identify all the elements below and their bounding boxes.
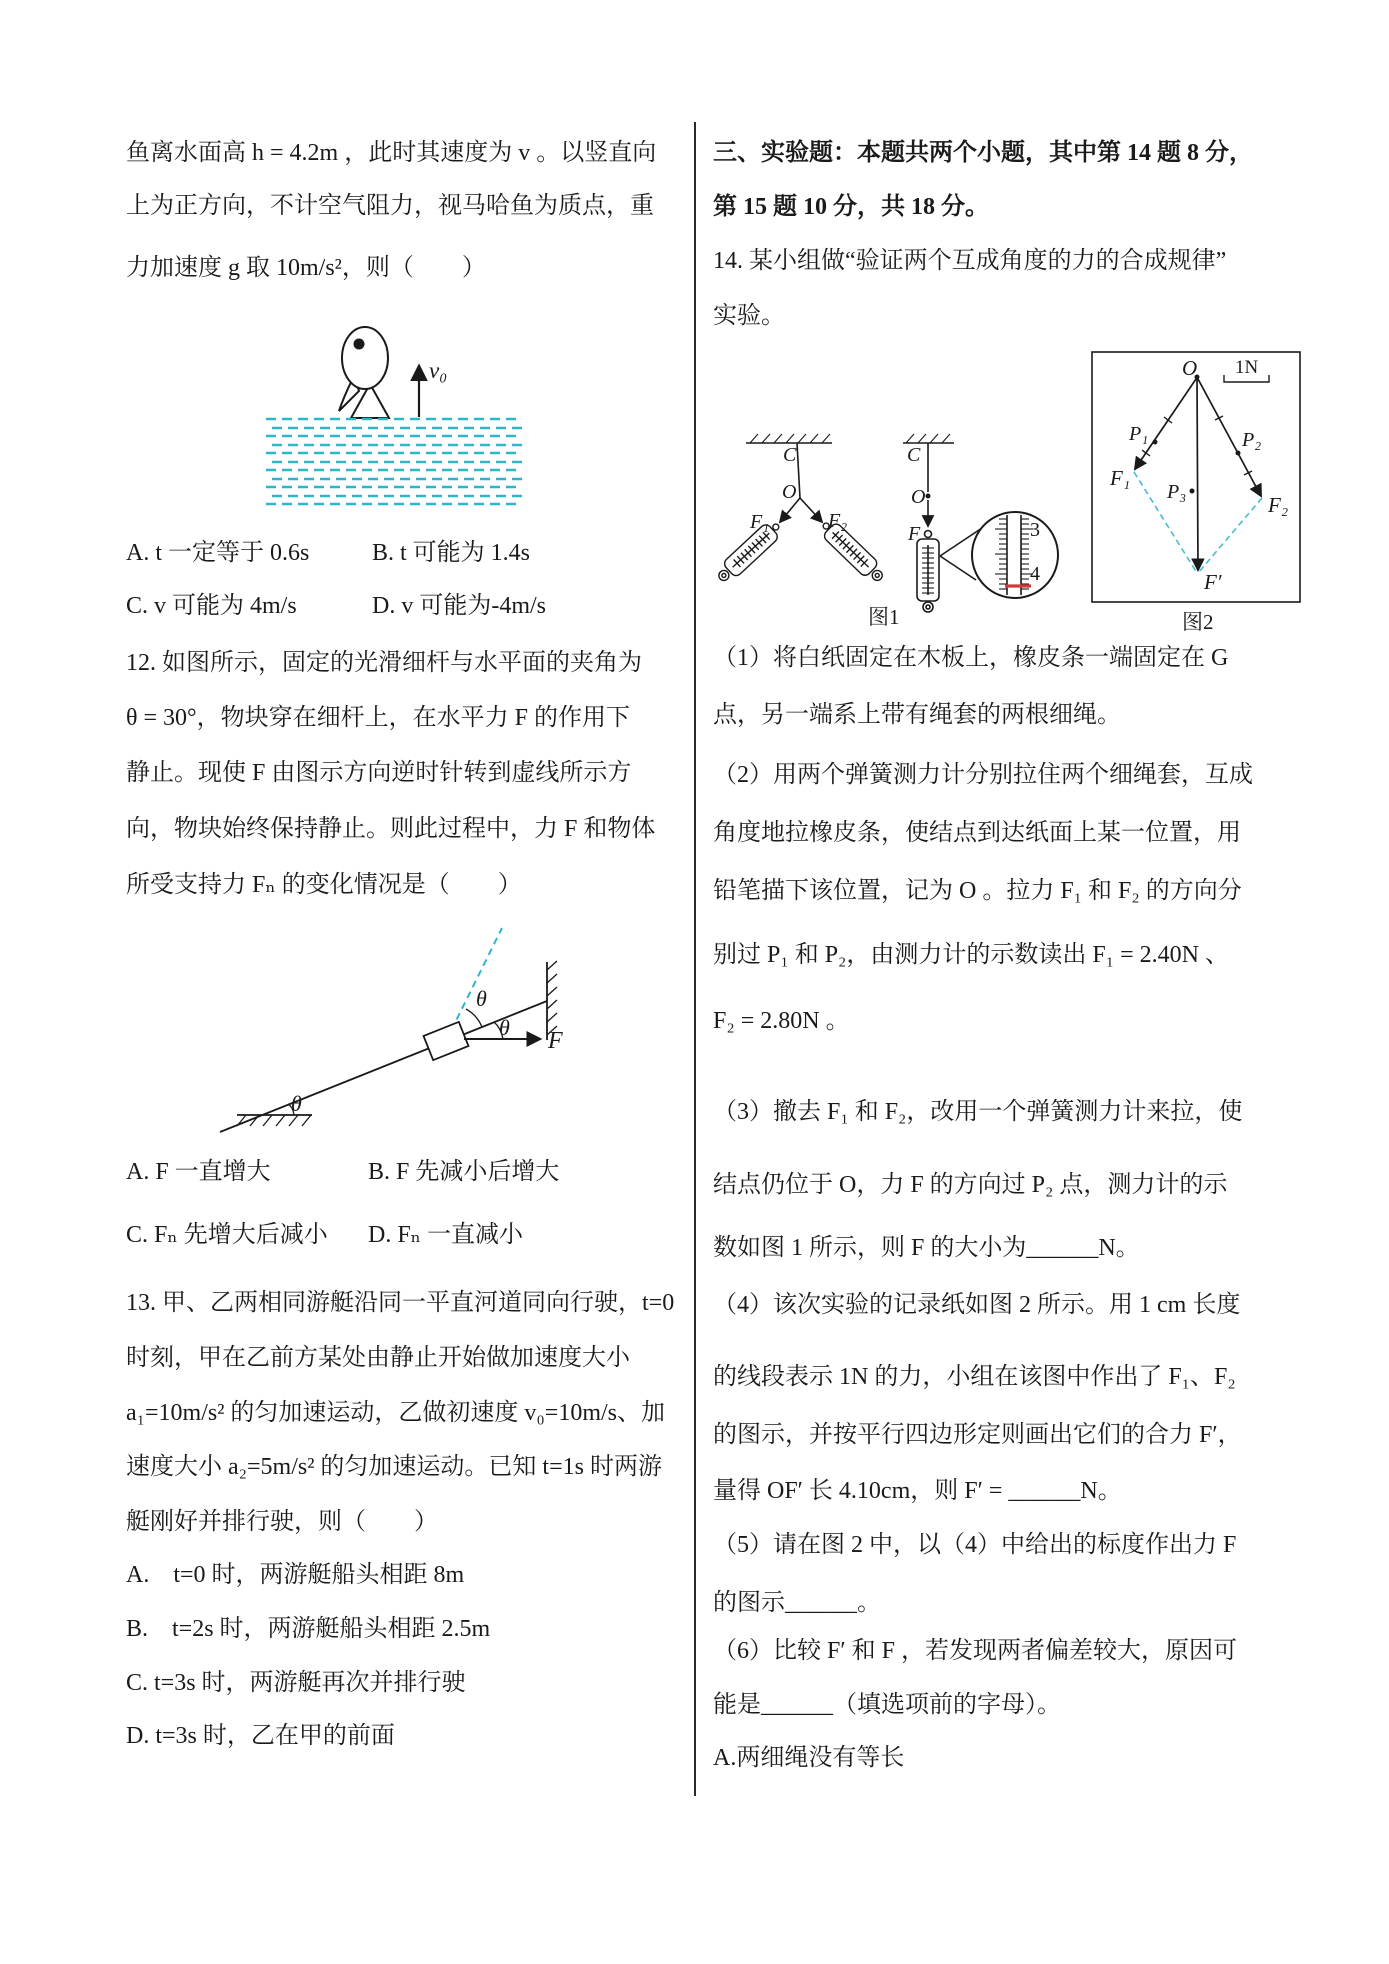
choice-d: D. Fₙ 一直减小: [368, 1222, 524, 1248]
resultant-F-prime-label: F′: [1204, 570, 1222, 594]
point-P2-dot: [1236, 451, 1241, 456]
magnifier-callout: [940, 556, 976, 580]
part-2-line: F₂ = 2.80N 。: [713, 1008, 850, 1034]
choice-b: B. t 可能为 1.4s: [372, 540, 531, 566]
question-text-line: 速度大小 a₂=5m/s² 的匀加速运动。已知 t=1s 时两游: [126, 1454, 662, 1480]
theta-label: θ: [476, 986, 487, 1011]
fish-figure: [258, 268, 543, 513]
figure-2: [1085, 345, 1325, 640]
rod: [220, 1001, 547, 1132]
point-P3-dot: [1190, 489, 1195, 494]
part-5-line: （5）请在图 2 中，以（4）中给出的标度作出力 F: [713, 1532, 1237, 1558]
part-1-line: （1）将白纸固定在木板上，橡皮条一端固定在 G: [713, 645, 1229, 671]
part-1-line: 点，另一端系上带有绳套的两根细绳。: [713, 702, 1121, 728]
force-F2-label: F₂: [1268, 493, 1289, 517]
part-2-line: 角度地拉橡皮条，使结点到达纸面上某一位置，用: [713, 820, 1241, 846]
point-O-label: O: [1182, 356, 1198, 380]
question-text-line: 13. 甲、乙两相同游艇沿同一平直河道同向行驶，t=0: [126, 1290, 675, 1316]
figure-2-caption: 图2: [1182, 610, 1214, 634]
figure-1: [700, 428, 1085, 638]
block: [424, 1022, 469, 1060]
choice-d: D. t=3s 时，乙在甲的前面: [126, 1723, 395, 1749]
parallelogram-dashed-side: [1134, 472, 1197, 573]
part-3-line: 结点仍位于 O，力 F 的方向过 P₂ 点，测力计的示: [713, 1172, 1228, 1198]
choice-a: A. t=0 时，两游艇船头相距 8m: [126, 1562, 465, 1588]
force-F-label: F: [548, 1028, 563, 1054]
force-F-label: F: [908, 523, 921, 545]
point-O-label: O: [911, 486, 926, 508]
choice-b: B. t=2s 时，两游艇船头相距 2.5m: [126, 1616, 491, 1642]
rubber-band: [797, 443, 800, 498]
rod-block-figure: [150, 902, 580, 1152]
question-text-line: 静止。现使 F 由图示方向逆时针转到虚线所示方: [126, 760, 632, 786]
part-4-line: 的图示，并按平行四边形定则画出它们的合力 F′，: [713, 1422, 1242, 1448]
question-text-line: θ = 30°，物块穿在细杆上，在水平力 F 的作用下: [126, 705, 630, 731]
scale-hook: [925, 531, 932, 538]
choice-d: D. v 可能为-4m/s: [372, 593, 546, 619]
force-F1-label: F₁: [750, 511, 770, 533]
point-O-label: O: [782, 481, 797, 503]
point-P1-dot: [1153, 440, 1158, 445]
point-P1-label: P₁: [1129, 423, 1149, 445]
wall-hatching: [547, 961, 557, 1035]
part-5-line: 的图示______。: [713, 1590, 881, 1616]
choice-c: C. Fₙ 先增大后减小: [126, 1222, 328, 1248]
scale-reading-3: 3: [1030, 519, 1040, 541]
parallelogram-dashed-side: [1198, 498, 1262, 573]
question-text-line: 向，物块始终保持静止。则此过程中，力 F 和物体: [126, 816, 656, 842]
point-P2-label: P₂: [1242, 429, 1262, 451]
part-2-line: （2）用两个弹簧测力计分别拉住两个细绳套，互成: [713, 762, 1253, 788]
force-F2-arrow: [800, 498, 822, 522]
question-text-line: 实验。: [713, 303, 785, 329]
part-4-line: 量得 OF′ 长 4.10cm，则 F′ = ______N。: [713, 1478, 1122, 1504]
question-text-line: 上为正方向，不计空气阻力，视马哈鱼为质点，重: [126, 193, 654, 219]
part-3-line: （3）撤去 F₁ 和 F₂，改用一个弹簧测力计来拉，使: [713, 1099, 1243, 1125]
part-4-line: （4）该次实验的记录纸如图 2 所示。用 1 cm 长度: [713, 1292, 1241, 1318]
section-header-line: 三、实验题：本题共两个小题，其中第 14 题 8 分，: [713, 140, 1253, 166]
force-F2-label: F₂: [828, 510, 848, 532]
v0-label: v₀: [429, 358, 448, 383]
scale-ring: [923, 602, 933, 612]
figure-1-caption: 图1: [868, 605, 900, 629]
resultant-F-prime-arrow: [1197, 379, 1198, 570]
angle-arc: [466, 1009, 482, 1027]
choice-c: C. t=3s 时，两游艇再次并排行驶: [126, 1670, 466, 1696]
point-C-label: C: [783, 444, 797, 466]
choice-a: A. t 一定等于 0.6s: [126, 540, 310, 566]
section-header-line: 第 15 题 10 分，共 18 分。: [713, 194, 989, 220]
choice-c: C. v 可能为 4m/s: [126, 593, 297, 619]
theta-label: θ: [499, 1015, 510, 1040]
scale-reading-4: 4: [1030, 563, 1040, 585]
ceiling-hatching: [906, 434, 950, 443]
question-text-line: 14. 某小组做“验证两个互成角度的力的合成规律”: [713, 248, 1227, 274]
ceiling-hatching: [750, 434, 830, 443]
part-2-line: 别过 P₁ 和 P₂，由测力计的示数读出 F₁ = 2.40N 、: [713, 942, 1230, 968]
water-surface: [266, 419, 522, 504]
scale-1N-label: 1N: [1235, 357, 1259, 378]
part-2-line: 铅笔描下该位置，记为 O 。拉力 F₁ 和 F₂ 的方向分: [713, 878, 1242, 904]
part-4-line: 的线段表示 1N 的力，小组在该图中作出了 F₁、F₂: [713, 1364, 1236, 1390]
question-text-line: 力加速度 g 取 10m/s²，则（ ）: [126, 255, 486, 281]
choice-b: B. F 先减小后增大: [368, 1159, 560, 1185]
fish-body: [342, 327, 388, 389]
fish-eye: [354, 339, 365, 350]
force-F1-label: F₁: [1110, 466, 1131, 490]
option-a-line: A.两细绳没有等长: [713, 1745, 905, 1771]
question-text-line: 12. 如图所示，固定的光滑细杆与水平面的夹角为: [126, 650, 642, 676]
point-C-label: C: [907, 444, 921, 466]
question-text-line: 所受支持力 Fₙ 的变化情况是（ ）: [126, 872, 522, 898]
part-6-line: （6）比较 F′ 和 F ，若发现两者偏差较大，原因可: [713, 1638, 1237, 1664]
question-text-line: 时刻，甲在乙前方某处由静止开始做加速度大小: [126, 1345, 630, 1371]
column-divider: [694, 122, 696, 1796]
question-text-line: a₁=10m/s² 的匀加速运动，乙做初速度 v₀=10m/s、加: [126, 1400, 666, 1426]
point-P3-label: P₃: [1167, 481, 1187, 503]
question-text-line: 鱼离水面高 h = 4.2m ，此时其速度为 v 。以竖直向: [126, 140, 657, 166]
theta-label: θ: [291, 1091, 302, 1116]
question-text-line: 艇刚好并排行驶，则（ ）: [126, 1509, 438, 1535]
part-6-line: 能是______（填选项前的字母）。: [713, 1692, 1061, 1718]
part-3-line: 数如图 1 所示，则 F 的大小为______N。: [713, 1235, 1140, 1261]
choice-a: A. F 一直增大: [126, 1159, 271, 1185]
point-O-dot: [926, 494, 931, 499]
